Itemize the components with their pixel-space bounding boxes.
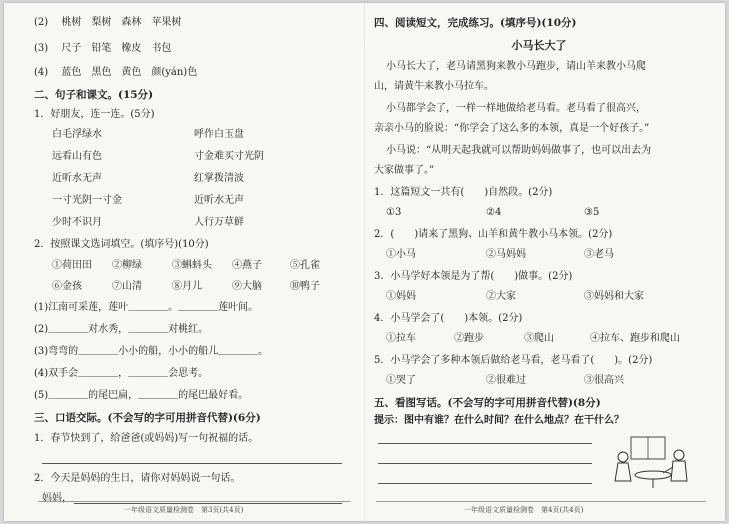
pair-right-1: 呼作白玉盘 <box>194 129 244 140</box>
picture-girl-body <box>615 463 631 481</box>
pair-right-2: 寸金难买寸光阴 <box>194 151 264 162</box>
story-para3-line1: 小马说：“从明天起我就可以帮助妈妈做事了，也可以出去为 <box>386 145 652 156</box>
fill-blank-1[interactable]: (1)江南可采莲，莲叶＿＿＿＿。＿＿＿＿莲叶间。 <box>34 302 259 313</box>
left-footer: 一年级语文质量检测卷 第3页(共4页) <box>124 506 244 514</box>
option-9: ⑨大脑 <box>232 281 262 292</box>
reading-q5-opt2[interactable]: ②很难过 <box>486 375 526 386</box>
picture-girl-head <box>618 452 628 462</box>
reading-q2-opt2[interactable]: ②马妈妈 <box>486 249 526 260</box>
word-row-3: (3) 尺子 铅笔 橡皮 书包 <box>34 43 172 54</box>
fill-blank-2[interactable]: (2)＿＿＿＿对水秀，＿＿＿＿对桃红。 <box>34 324 209 335</box>
story-para3-line2: 大家做事了。” <box>374 165 435 176</box>
section-3-title: 三、口语交际。(不会写的字可用拼音代替)(6分) <box>34 412 261 424</box>
reading-q3-opt1[interactable]: ①妈妈 <box>386 291 416 302</box>
reading-q1-opt1[interactable]: ①3 <box>386 207 402 218</box>
oral-q2: 2．今天是妈妈的生日，请你对妈妈说一句话。 <box>34 473 241 484</box>
option-10: ⑩鸭子 <box>290 281 320 292</box>
section-2-title: 二、句子和课文。(15分) <box>34 89 154 101</box>
writing-hint: 提示：图中有谁？在什么时间？在什么地点？在干什么？ <box>374 415 624 426</box>
pair-left-3: 近听水无声 <box>52 173 102 184</box>
reading-q3: 3．小马学好本领是为了帮( )做事。(2分) <box>374 271 573 282</box>
fill-blank-3[interactable]: (3)弯弯的＿＿＿＿小小的船，小小的船儿＿＿＿＿。 <box>34 346 269 357</box>
reading-q5: 5．小马学会了多种本领后做给老马看，老马看了( )。(2分) <box>374 355 653 366</box>
section-4-title: 四、阅读短文，完成练习。(填序号)(10分) <box>374 17 577 29</box>
pair-left-5: 少时不识月 <box>52 217 102 228</box>
fill-blank-5[interactable]: (5)＿＿＿＿的尾巴扁，＿＿＿＿的尾巴最好看。 <box>34 390 249 401</box>
oral-q2-answer-line[interactable] <box>74 503 342 504</box>
reading-q5-opt3[interactable]: ③很高兴 <box>584 375 624 386</box>
oral-q2-prefix: 妈妈， <box>42 493 72 504</box>
story-para2-line1: 小马都学会了，一样一样地做给老马看。老马看了很高兴， <box>386 103 646 114</box>
word-row-2: (2) 桃树 梨树 森林 苹果树 <box>34 17 182 28</box>
writing-line-1[interactable] <box>378 443 592 444</box>
reading-q1: 1．这篇短文一共有( )自然段。(2分) <box>374 187 553 198</box>
story-title: 小马长大了 <box>511 39 567 52</box>
reading-q1-opt2[interactable]: ②4 <box>486 207 502 218</box>
story-para2-line2: 亲亲小马的脸说：“你学会了这么多的本领，真是一个好孩子。” <box>374 123 650 134</box>
reading-q2: 2．( )请来了黑狗、山羊和黄牛教小马本领。(2分) <box>374 229 613 240</box>
writing-picture <box>601 435 701 489</box>
option-7: ⑦山清 <box>112 281 142 292</box>
word-row-4: (4) 蓝色 黑色 黄色 颜(yán)色 <box>34 67 198 78</box>
right-footer-rule <box>376 501 706 502</box>
picture-table <box>635 471 671 479</box>
reading-q3-opt2[interactable]: ②大家 <box>486 291 516 302</box>
page-fold <box>364 3 365 521</box>
reading-q1-opt3[interactable]: ③5 <box>584 207 600 218</box>
q1-title: 1．好朋友，连一连。(5分) <box>34 109 155 120</box>
option-5: ⑤孔雀 <box>290 260 320 271</box>
fill-blank-4[interactable]: (4)双手会＿＿＿＿，＿＿＿＿会思考。 <box>34 368 209 379</box>
option-8: ⑧月儿 <box>172 281 202 292</box>
reading-q3-opt3[interactable]: ③妈妈和大家 <box>584 291 644 302</box>
story-para1-line1: 小马长大了，老马请黑狗来教小马跑步，请山羊来教小马爬 <box>386 61 646 72</box>
pair-left-4: 一寸光阴一寸金 <box>52 195 122 206</box>
pair-left-2: 远看山有色 <box>52 151 102 162</box>
reading-q4-opt1[interactable]: ①拉车 <box>386 333 416 344</box>
q2-title: 2．按照课文选词填空。(填序号)(10分) <box>34 239 209 250</box>
left-footer-rule <box>38 501 350 502</box>
option-1: ①荷田田 <box>52 260 92 271</box>
picture-child-head <box>674 450 684 460</box>
reading-q2-opt1[interactable]: ①小马 <box>386 249 416 260</box>
reading-q4-opt4[interactable]: ④拉车、跑步和爬山 <box>590 333 680 344</box>
pair-right-3: 红掌拨清波 <box>194 173 244 184</box>
oral-q1: 1．春节快到了，给爸爸(或妈妈)写一句祝福的话。 <box>34 433 259 444</box>
right-footer: 一年级语文质量检测卷 第4页(共4页) <box>464 506 584 514</box>
pair-right-5: 人行万草鲜 <box>194 217 244 228</box>
reading-q4-opt2[interactable]: ②跑步 <box>454 333 484 344</box>
option-6: ⑥金孩 <box>52 281 82 292</box>
oral-q1-answer-line[interactable] <box>42 463 342 464</box>
writing-line-2[interactable] <box>378 463 592 464</box>
story-para1-line2: 山，请黄牛来教小马拉车。 <box>374 81 494 92</box>
reading-q5-opt1[interactable]: ①哭了 <box>386 375 416 386</box>
reading-q4-opt3[interactable]: ③爬山 <box>524 333 554 344</box>
exam-sheet <box>4 3 725 521</box>
pair-right-4: 近听水无声 <box>194 195 244 206</box>
writing-line-3[interactable] <box>378 483 592 484</box>
option-3: ③蝌蚪头 <box>172 260 212 271</box>
reading-q2-opt3[interactable]: ③老马 <box>584 249 614 260</box>
section-5-title: 五、看图写话。(不会写的字可用拼音代替)(8分) <box>374 397 601 409</box>
picture-child-body <box>671 461 687 481</box>
left-page <box>34 3 352 521</box>
reading-q4: 4．小马学会了( )本领。(2分) <box>374 313 523 324</box>
pair-left-1: 白毛浮绿水 <box>52 129 102 140</box>
option-2: ②柳绿 <box>112 260 142 271</box>
option-4: ④燕子 <box>232 260 262 271</box>
